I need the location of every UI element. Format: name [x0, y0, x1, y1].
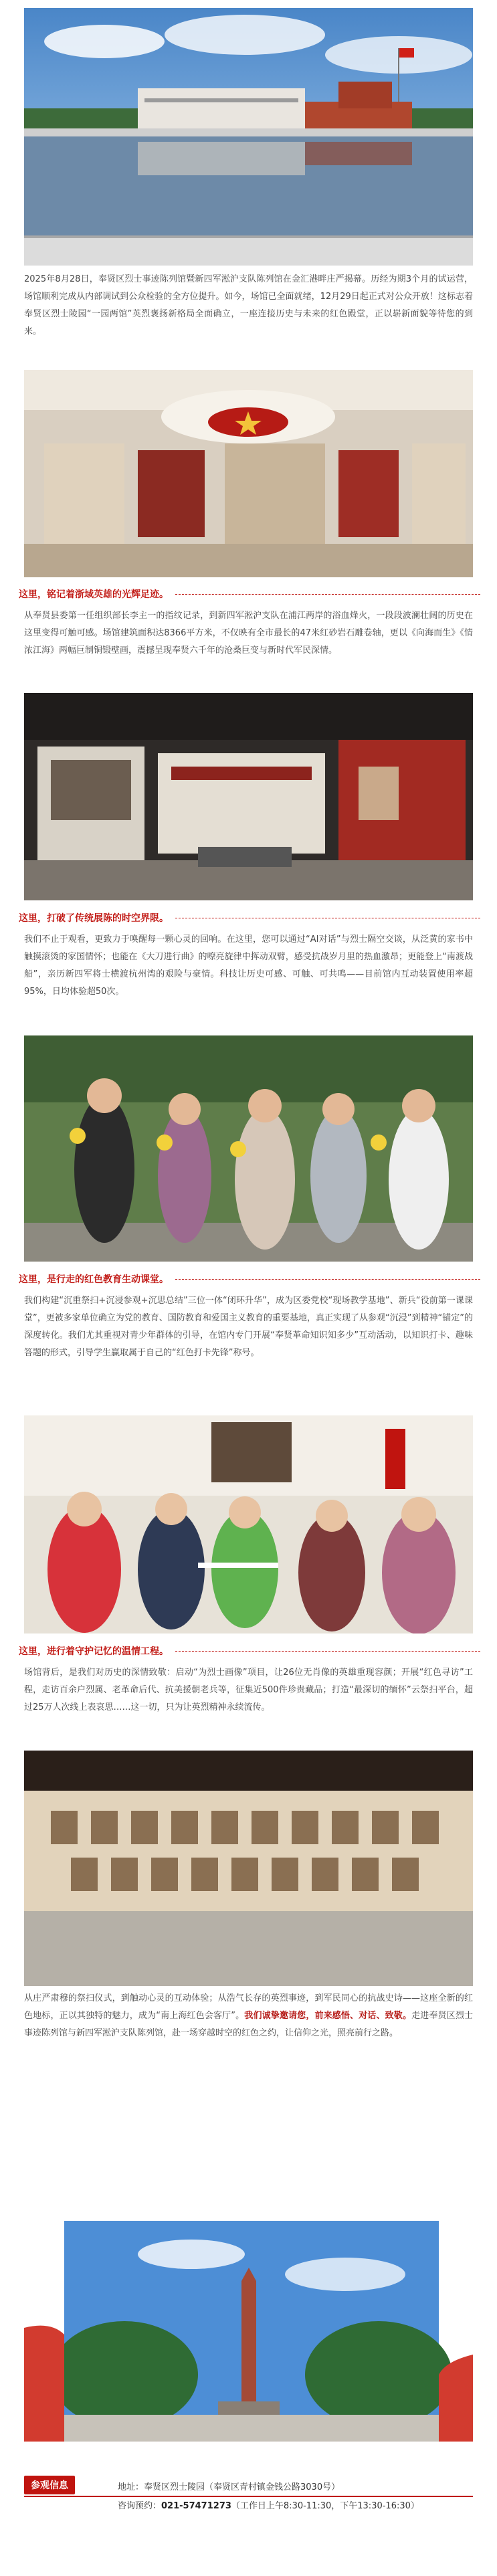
address-row: [118, 2478, 472, 2497]
visit-info-badge: 参观信息: [24, 2476, 75, 2494]
heading-divider: [175, 1651, 480, 1652]
closing-paragraph: [24, 1990, 473, 2042]
section-heading-4: [19, 1640, 480, 1662]
photo-memorial-monument: [24, 2221, 473, 2462]
photo-exhibit-gallery: [24, 693, 473, 900]
photo-discussion-group: [24, 1415, 473, 1633]
booking-label: 咨询预约：: [118, 2501, 162, 2511]
visit-info-details: [118, 2478, 472, 2516]
section-body-1: 从奉贤县委第一任组织部长李主一的指纹记录，到新四军淞沪支队在浦江两岸的浴血烽火，一段段波澜壮阔的历史在这里变得可触可感。场馆建筑面积达8366平方米，不仅映有全市最长的47米红砂岩石雕卷轴，更以《向海而生》《情浓江海》两幅巨制铜锻壁画，震撼呈现奉贤六千年的沧桑巨变与新时代军民深情。: [24, 611, 473, 656]
booking-row: [118, 2497, 472, 2516]
address-label: 地址：: [118, 2482, 144, 2492]
section-heading-1: [19, 583, 480, 605]
visit-info-block: [24, 2470, 473, 2554]
photo-visitors-with-flowers: [24, 1035, 473, 1262]
photo-rotunda-hall: [24, 370, 473, 577]
section-body-3: 我们构建“沉重祭扫+沉浸参观+沉思总结”三位一体“闭环升华”，成为区委党校“现场教学基地”、新兵“役前第一课课堂”，更被多家单位确立为党的教育、国防教育和爱国主义教育的重要基地，真正实现了从参观“沉浸”到精神“锚定”的深度转化。我们尤其重视对青少年群体的引导，在馆内专门开展“奉贤革命知识知多少”互动活动，以知识打卡、趣味答题的形式，引导学生赢取属于自己的“红色打卡先锋”称号。: [24, 1296, 473, 1358]
closing-lead: 从庄严肃穆的祭扫仪式，到触动心灵的互动体验；从浩气长存的英烈事迹，到军民同心的抗战史诗——这座全新的红色地标，正以其独特的魅力，成为“南上海红色会客厅”。: [24, 1993, 473, 2021]
section-heading-2: [19, 907, 480, 928]
section-heading-3: [19, 1268, 480, 1290]
heading-divider: [175, 594, 480, 595]
section-heading-2-text: 这里，打破了传统展陈的时空界限。: [19, 913, 169, 924]
section-heading-3-text: 这里，是行走的红色教育生动课堂。: [19, 1274, 169, 1285]
section-heading-1-text: 这里，铭记着浙域英雄的光辉足迹。: [19, 589, 169, 600]
closing-highlight: 我们诚挚邀请您，前来感悟、对话、致敬。: [244, 2011, 412, 2021]
section-body-4: 场馆背后，是我们对历史的深情致敬：启动“为烈士画像”项目，让26位无肖像的英雄重现容颜；开展“红色寻访”工程，走访百余户烈属、老革命后代、抗美援朝老兵等，征集近500件珍贵藏品；打造“最深切的缅怀”云祭扫平台，超过25万人次线上表哀思……这一切，只为让英烈精神永续流传。: [24, 1668, 473, 1712]
address-value: 奉贤区烈士陵园（奉贤区青村镇金钱公路3030号）: [144, 2482, 340, 2492]
intro-paragraph: 2025年8月28日，奉贤区烈士事迹陈列馆暨新四军淞沪支队陈列馆在金汇港畔庄严揭幕。历经为期3个月的试运营，场馆顺利完成从内部调试到公众检验的全方位提升。如今，场馆已全面就绪，12月29日起正式对公众开放！这标志着奉贤区烈士陵园“一园两馆”英烈褒扬新格局全面确立，一座连接历史与未来的红色殿堂，正以崭新面貌等待您的到来。: [24, 274, 473, 336]
booking-phone[interactable]: 021-57471273: [161, 2501, 231, 2511]
booking-hours: （工作日上午8:30-11:30，下午13:30-16:30）: [231, 2501, 419, 2511]
heading-divider: [175, 918, 480, 919]
section-body-2: 我们不止于观看，更致力于唤醒每一颗心灵的回响。在这里，您可以通过“AI对话”与烈士隔空交谈，从泛黄的家书中触摸滚烫的家国情怀；也能在《大刀进行曲》的嘹亮旋律中挥动双臂，感受抗战岁月里的热血激昂；更能登上“南渡战船”，亲历新四军将士横渡杭州湾的艰险与豪情。科技让历史可感、可触、可共鸣——目前馆内互动装置使用率超95%，日均体验超50次。: [24, 934, 473, 997]
photo-museum-exterior: [24, 8, 473, 266]
heading-divider: [175, 1279, 480, 1280]
closing-tail: 走进奉贤区烈士事迹陈列馆与新四军淞沪支队陈列馆，赴一场穿越时空的红色之约，让信仰之光，照亮前行之路。: [24, 2011, 473, 2038]
photo-portrait-wall: [24, 1751, 473, 1986]
section-heading-4-text: 这里，进行着守护记忆的温情工程。: [19, 1646, 169, 1657]
